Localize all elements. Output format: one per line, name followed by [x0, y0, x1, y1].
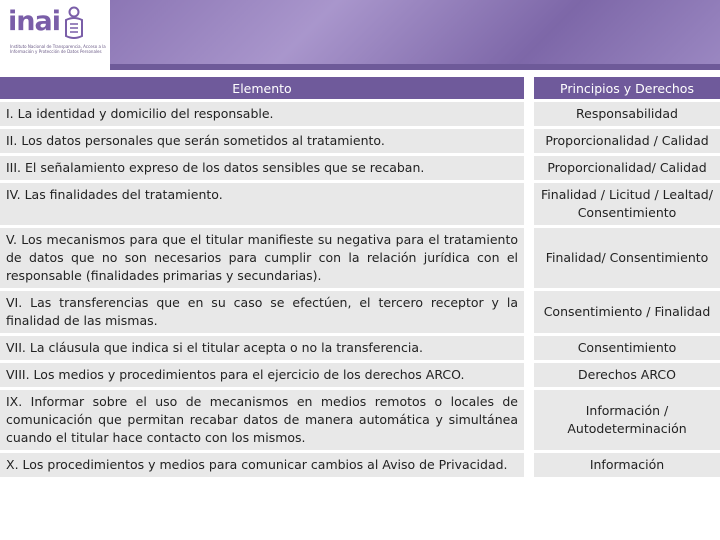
principles-table: [0, 74, 720, 480]
cell-elemento: VI. Las transferencias que en su caso se efectúen, el tercero receptor y la finalidad de las mismas.: [0, 291, 534, 333]
cell-principio: Información / Autodeterminación: [534, 390, 720, 450]
table-row: [0, 129, 720, 153]
table-row: [0, 363, 720, 387]
cell-principio: Información: [534, 453, 720, 477]
page-header: [0, 0, 720, 76]
logo-wordmark: inai: [8, 6, 60, 37]
logo-subtitle-line: Información y Protección de Datos Personales: [10, 49, 102, 55]
table-header-row: [0, 77, 720, 99]
cell-elemento: VII. La cláusula que indica si el titular acepta o no la transferencia.: [0, 336, 534, 360]
logo-emblem-icon: [62, 6, 86, 42]
cell-principio: Responsabilidad: [534, 102, 720, 126]
table-row: [0, 453, 720, 477]
cell-principio: Finalidad / Licitud / Lealtad/ Consentimiento: [534, 183, 720, 225]
logo-subtitle: [10, 44, 106, 55]
cell-elemento: V. Los mecanismos para que el titular manifieste su negativa para el tratamiento de datos que no son necesarios para cumplir con la relación jurídica con el responsable (finalidades primarias y secundarias).: [0, 228, 534, 288]
cell-elemento: I. La identidad y domicilio del responsable.: [0, 102, 534, 126]
table-row: [0, 156, 720, 180]
table-row: [0, 228, 720, 288]
cell-principio: Proporcionalidad/ Calidad: [534, 156, 720, 180]
table-row: [0, 336, 720, 360]
cell-principio: Consentimiento / Finalidad: [534, 291, 720, 333]
cell-elemento: II. Los datos personales que serán sometidos al tratamiento.: [0, 129, 534, 153]
column-header-principios: Principios y Derechos: [534, 77, 720, 99]
table-row: [0, 183, 720, 225]
table-row: [0, 102, 720, 126]
cell-principio: Consentimiento: [534, 336, 720, 360]
table-row: [0, 390, 720, 450]
cell-principio: Proporcionalidad / Calidad: [534, 129, 720, 153]
cell-elemento: X. Los procedimientos y medios para comunicar cambios al Aviso de Privacidad.: [0, 453, 534, 477]
cell-elemento: VIII. Los medios y procedimientos para el ejercicio de los derechos ARCO.: [0, 363, 534, 387]
cell-elemento: IV. Las finalidades del tratamiento.: [0, 183, 534, 225]
cell-elemento: III. El señalamiento expreso de los datos sensibles que se recaban.: [0, 156, 534, 180]
table-row: [0, 291, 720, 333]
header-banner: [96, 0, 720, 70]
column-header-elemento: Elemento: [0, 77, 534, 99]
logo-subtitle-line: Instituto Nacional de Transparencia, Acceso a la: [10, 44, 106, 49]
inai-logo: [0, 0, 110, 76]
cell-principio: Derechos ARCO: [534, 363, 720, 387]
cell-elemento: IX. Informar sobre el uso de mecanismos en medios remotos o locales de comunicación que permitan recabar datos de manera automática y simultánea cuando el titular hace contacto con los mismos.: [0, 390, 534, 450]
cell-principio: Finalidad/ Consentimiento: [534, 228, 720, 288]
